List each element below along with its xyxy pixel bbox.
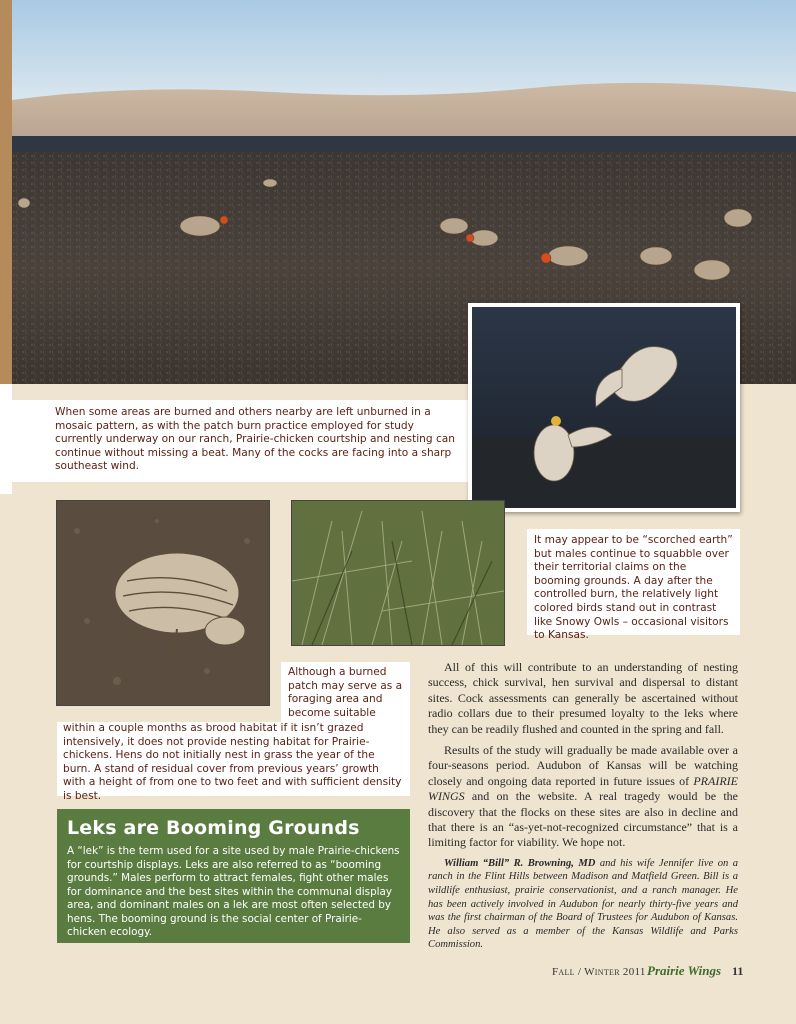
scorched-earth-caption-box xyxy=(527,529,740,642)
scorched-earth-caption-text: It may appear to be “scorched earth” but males continue to squabble over their territorial claims on the booming grounds. A day after the controlled burn, the relatively light colored birds stand out in contrast like Snowy Owls – occasional visitors to Kansas. xyxy=(534,534,733,642)
photo-residual-grass xyxy=(292,501,504,645)
footer-issue-date: Fall / Winter 2011 xyxy=(552,966,646,978)
photo-hen-foraging xyxy=(57,501,269,705)
article-p2-part-a: Results of the study will gradually be made available over a four-seasons period. Audubon of Kansas will be watching closely and ongoing data reported in future issues of xyxy=(428,743,738,788)
leks-sidebar-body: A “lek” is the term used for a site used by male Prairie-chickens for courtship displays. Leks are also referred to as “booming grounds.” Males perform to attract females, fight other males for dominance and the best sites within the communal display area, and dominant males on a lek are most often selected by hens. The booming ground is the social center of Prairie-chicken ecology. xyxy=(67,845,400,938)
inset-photo-flying-birds xyxy=(472,307,736,508)
left-edge-strip-white xyxy=(0,384,12,494)
author-name: William “Bill” R. Browning, MD xyxy=(444,857,596,869)
article-p2-part-b: and on the website. A real tragedy would be the discovery that the flocks on these sites are also in decline and that there is an “as-yet-not-recognized circumstance” that is a limiting factor for viability. We hope not. xyxy=(428,789,738,850)
hero-caption-text: When some areas are burned and others nearby are left unburned in a mosaic pattern, as with the patch burn practice employed for study currently underway on our ranch, Prairie-chicken courtship and nesting can continue without missing a beat. Many of the cocks are facing into a sharp southeast wind. xyxy=(55,406,456,473)
author-bio xyxy=(428,857,738,952)
hero-caption-box xyxy=(12,400,468,482)
page-footer xyxy=(552,963,752,983)
footer-page-number: 11 xyxy=(732,964,744,978)
foraging-caption-top-box xyxy=(281,662,410,722)
foraging-caption-top-text: Although a burned patch may serve as a foraging area and become suitable xyxy=(288,666,403,719)
author-bio-text: and his wife Jennifer live on a ranch in the Flint Hills between Madison and Matfield Green. Bill is a wildlife enthusiast, prairie conservationist, and a ranch manager. He has been actively involved in Audubon for nearly thirty-five years and was the first chairman of the Board of Trustees for Audubon of Kansas. He also served as a member of the Kansas Wildlife and Parks Commission. xyxy=(428,857,738,951)
left-edge-strip xyxy=(0,0,12,384)
leks-sidebar-box xyxy=(57,809,410,943)
foraging-caption-bottom-text: within a couple months as brood habitat if it isn’t grazed intensively, it does not provide nesting habitat for Prairie-chickens. Hens do not initially nest in grass the year of the burn. A stand of residual cover from previous years’ growth with a height of from one to two feet and with sufficient density is best. xyxy=(63,722,402,802)
article-paragraph-1: All of this will contribute to an understanding of nesting success, chick survival, hen survival and dispersal to distant sites. Cock assessments can generally be ascertained without radio collars due to their presumed loyalty to the leks where they can be readily flushed and counted in the spring and fall. xyxy=(428,660,738,736)
article-p2-magazine-name: PRAIRIE WINGS xyxy=(428,773,738,804)
article-column xyxy=(428,660,738,958)
footer-magazine-logo: Prairie Wings xyxy=(647,963,722,978)
inset-photo-frame-flying-birds xyxy=(468,303,740,512)
leks-sidebar-title: Leks are Booming Grounds xyxy=(67,817,360,839)
foraging-caption-bottom-box xyxy=(57,722,410,802)
article-paragraph-2 xyxy=(428,743,738,851)
